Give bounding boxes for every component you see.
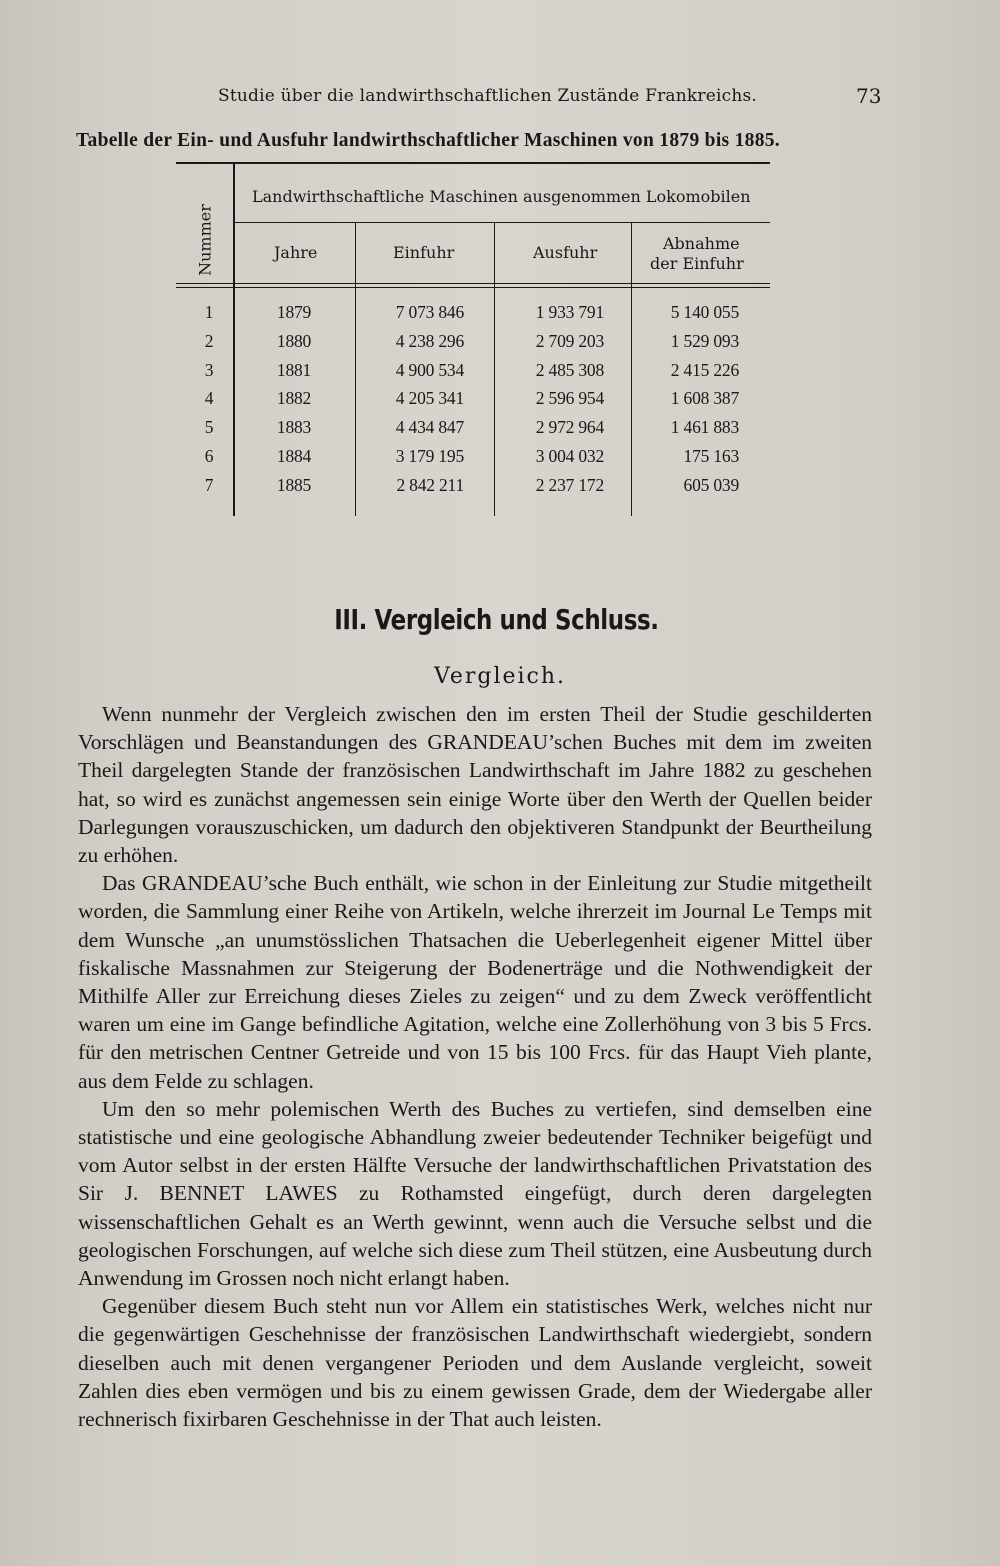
table-cell-import: 7 073 846 [395,302,464,322]
table-cell-export: 2 972 964 [535,417,604,438]
table-cell-nr: 3 [204,359,214,380]
table-cell-decrease: 5 140 055 [670,302,739,322]
column-rule-3 [494,223,495,516]
group-header: Landwirthschaftliche Maschinen ausgenommen Lokomobilen [252,187,751,206]
paragraph: Das GRANDEAU’sche Buch enthält, wie schon in der Einleitung zur Studie mitgetheilt worden, die Sammlung einer Reihe von Artikeln, welche ihrerzeit im Journal Le Temps mit dem Wunsche „an unumstösslichen Thatsachen die Ueberlegenheit eigener Mittel über fiskalische Massnahmen zur Steigerung der Bodenerträge und die Nothwendigkeit der Mithilfe Aller zur Erreichung dieses Zieles zu zeigen“ und zu dem Zweck veröffentlicht waren um eine im Gange befindliche Agitation, welche eine Zollerhöhung von 3 bis 5 Frcs. für den metrischen Centner Getreide und von 15 bis 100 Frcs. für das Haupt Vieh plante, aus dem Felde zu schlagen. [78,871,872,1093]
table-cell-year: 1885 [276,474,312,495]
col-header-decrease-2: der Einfuhr [650,254,744,273]
table-cell-export: 2 709 203 [535,330,604,351]
table-cell-export: 3 004 032 [535,446,604,466]
table-cell-year: 1879 [276,302,312,322]
section-heading: III. Vergleich und Schluss. [334,603,659,636]
table-cell-nr: 4 [204,388,214,409]
column-rule-2 [355,223,356,516]
table-cell-nr: 7 [204,474,214,495]
table-cell-decrease: 605 039 [683,474,739,495]
running-head [0,86,1000,110]
table-cell-nr: 1 [204,302,214,322]
table-cell-import: 4 238 296 [395,330,464,351]
column-rule-1 [233,164,235,516]
sub-heading: Vergleich. [433,664,567,689]
table-cell-export: 2 596 954 [535,388,604,409]
table-cell-nr: 5 [204,417,214,438]
table-cell-import: 2 842 211 [396,474,464,495]
table-cell-export: 2 237 172 [535,474,604,495]
table-caption: Tabelle der Ein- und Ausfuhr landwirthschaftlicher Maschinen von 1879 bis 1885. [76,130,780,151]
table-cell-decrease: 2 415 226 [670,359,739,380]
paragraph: Gegenüber diesem Buch steht nun vor Allem ein statistisches Werk, welches nicht nur die gegenwärtigen Geschehnisse der französischen Landwirthschaft wiedergiebt, sondern dieselben auch mit denen vergangener Perioden und dem Auslande vergleicht, soweit Zahlen dies eben vermögen und bis zu einem gewissen Grade, dem der Wiedergabe aller rechnerisch fixirbaren Geschehnisse in der That auch leisten. [78,1294,872,1432]
column-rule-4 [631,223,632,516]
col-header-decrease-1: Abnahme [663,234,740,253]
table-cell-year: 1884 [276,446,312,466]
machinery-trade-table [0,0,1000,520]
table-cell-year: 1883 [276,417,312,438]
table-cell-import: 4 900 534 [395,359,464,380]
table-cell-decrease: 1 461 883 [670,417,739,438]
table-cell-decrease: 1 608 387 [670,388,739,409]
table-cell-year: 1881 [276,359,312,380]
table-header-rule-2 [176,287,770,288]
table-cell-decrease: 175 163 [683,446,739,466]
col-header-import: Einfuhr [393,243,455,262]
table-cell-import: 4 205 341 [395,388,464,409]
table-cell-import: 4 434 847 [395,417,464,438]
page-number: 73 [856,84,882,108]
table-cell-export: 2 485 308 [535,359,604,380]
paragraph: Wenn nunmehr der Vergleich zwischen den im ersten Theil der Studie geschilderten Vorschlägen und Beanstandungen des GRANDEAU’schen Buches mit dem im zweiten Theil dargelegten Stande der französischen Landwirthschaft im Jahre 1882 zu geschehen hat, so wird es zunächst angemessen sein einige Worte über den Werth der Quellen beider Darlegungen vorauszuschicken, um dadurch den objektiveren Standpunkt der Beurtheilung zu erhöhen. [78,702,872,868]
paragraph: Um den so mehr polemischen Werth des Buches zu vertiefen, sind demselben eine statistische und eine geologische Abhandlung zweier bedeutender Techniker beigefügt und vom Autor selbst in der ersten Hälfte Versuche der landwirthschaftlichen Privatstation des Sir J. BENNET LAWES zu Rothamsted eingefügt, durch deren dargelegten wissenschaftlichen Gehalt es an Werth gewinnt, wenn auch die Versuche selbst und die geologischen Forschungen, auf welche sich diese zum Theil stützen, eine Ausbeutung durch Anwendung im Grossen noch nicht erlangt haben. [78,1096,872,1291]
table-cell-decrease: 1 529 093 [670,330,739,351]
table-top-rule [176,162,770,164]
table-cell-year: 1882 [276,388,312,409]
table-cell-import: 3 179 195 [395,446,464,466]
number-column-header: Nummer [195,204,215,276]
table-cell-nr: 6 [204,446,214,466]
running-title: Studie über die landwirthschaftlichen Zustände Frankreichs. [218,86,757,106]
table-cell-year: 1880 [276,330,312,351]
col-header-export: Ausfuhr [533,243,598,262]
table-cell-nr: 2 [204,330,214,351]
body-text [78,700,872,1433]
group-header-rule [233,222,770,223]
table-header-rule [176,283,770,284]
table-cell-export: 1 933 791 [535,302,604,322]
col-header-year: Jahre [274,243,318,262]
